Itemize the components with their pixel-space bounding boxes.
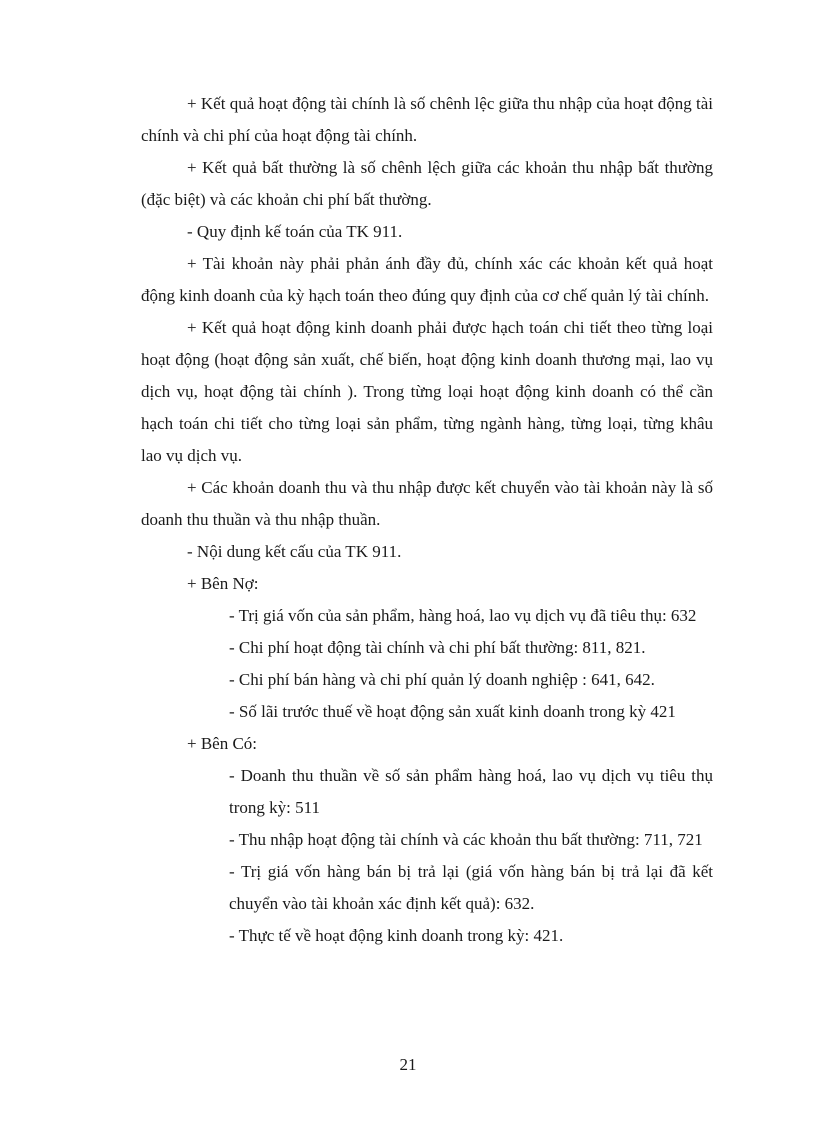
ben-co-item: - Doanh thu thuần về số sản phẩm hàng hoá, lao vụ dịch vụ tiêu thụ trong kỳ: 511: [229, 766, 713, 817]
paragraph-extraordinary-result: + Kết quả bất thường là số chênh lệch giữa các khoản thu nhập bất thường (đặc biệt) và các khoản chi phí bất thường.: [141, 158, 713, 209]
paragraph-detailed-accounting: + Kết quả hoạt động kinh doanh phải được hạch toán chi tiết theo từng loại hoạt động (hoạt động sản xuất, chế biến, hoạt động kinh doanh thương mại, lao vụ dịch vụ, hoạt động tài chính ). Trong từng loại hoạt động kinh doanh có thể cần hạch toán chi tiết cho từng loại sản phẩm, từng ngành hàng, từng loại, từng khâu lao vụ dịch vụ.: [141, 318, 713, 465]
ben-co-item: - Thu nhập hoạt động tài chính và các khoản thu bất thường: 711, 721: [229, 830, 703, 849]
page-number: 21: [399, 1055, 417, 1074]
ben-no-item: - Chi phí bán hàng và chi phí quản lý doanh nghiệp : 641, 642.: [229, 670, 655, 689]
paragraph-revenue-transfer: + Các khoản doanh thu và thu nhập được kết chuyển vào tài khoản này là số doanh thu thuần và thu nhập thuần.: [141, 478, 713, 529]
ben-no-item: - Trị giá vốn của sản phẩm, hàng hoá, lao vụ dịch vụ đã tiêu thụ: 632: [229, 606, 697, 625]
ben-no-item: - Số lãi trước thuế về hoạt động sản xuất kinh doanh trong kỳ 421: [229, 702, 676, 721]
ben-co-item: - Thực tế về hoạt động kinh doanh trong kỳ: 421.: [229, 926, 564, 945]
paragraph-account-reflection: + Tài khoản này phải phản ánh đầy đủ, chính xác các khoản kết quả hoạt động kinh doanh của kỳ hạch toán theo đúng quy định của cơ chế quản lý tài chính.: [141, 254, 713, 305]
page-body: [141, 88, 713, 952]
ben-no-item: - Chi phí hoạt động tài chính và chi phí bất thường: 811, 821.: [229, 638, 646, 657]
ben-co-heading: + Bên Có:: [187, 734, 258, 753]
ben-co-item: - Trị giá vốn hàng bán bị trả lại (giá vốn hàng bán bị trả lại đã kết chuyển vào tài khoản xác định kết quả): 632.: [229, 862, 713, 913]
paragraph-accounting-rules-heading: - Quy định kế toán của TK 911.: [187, 222, 403, 241]
paragraph-structure-heading: - Nội dung kết cấu của TK 911.: [187, 542, 402, 561]
ben-no-heading: + Bên Nợ:: [187, 574, 259, 593]
paragraph-financial-result: + Kết quả hoạt động tài chính là số chênh lệc giữa thu nhập của hoạt động tài chính và chi phí của hoạt động tài chính.: [141, 94, 713, 145]
